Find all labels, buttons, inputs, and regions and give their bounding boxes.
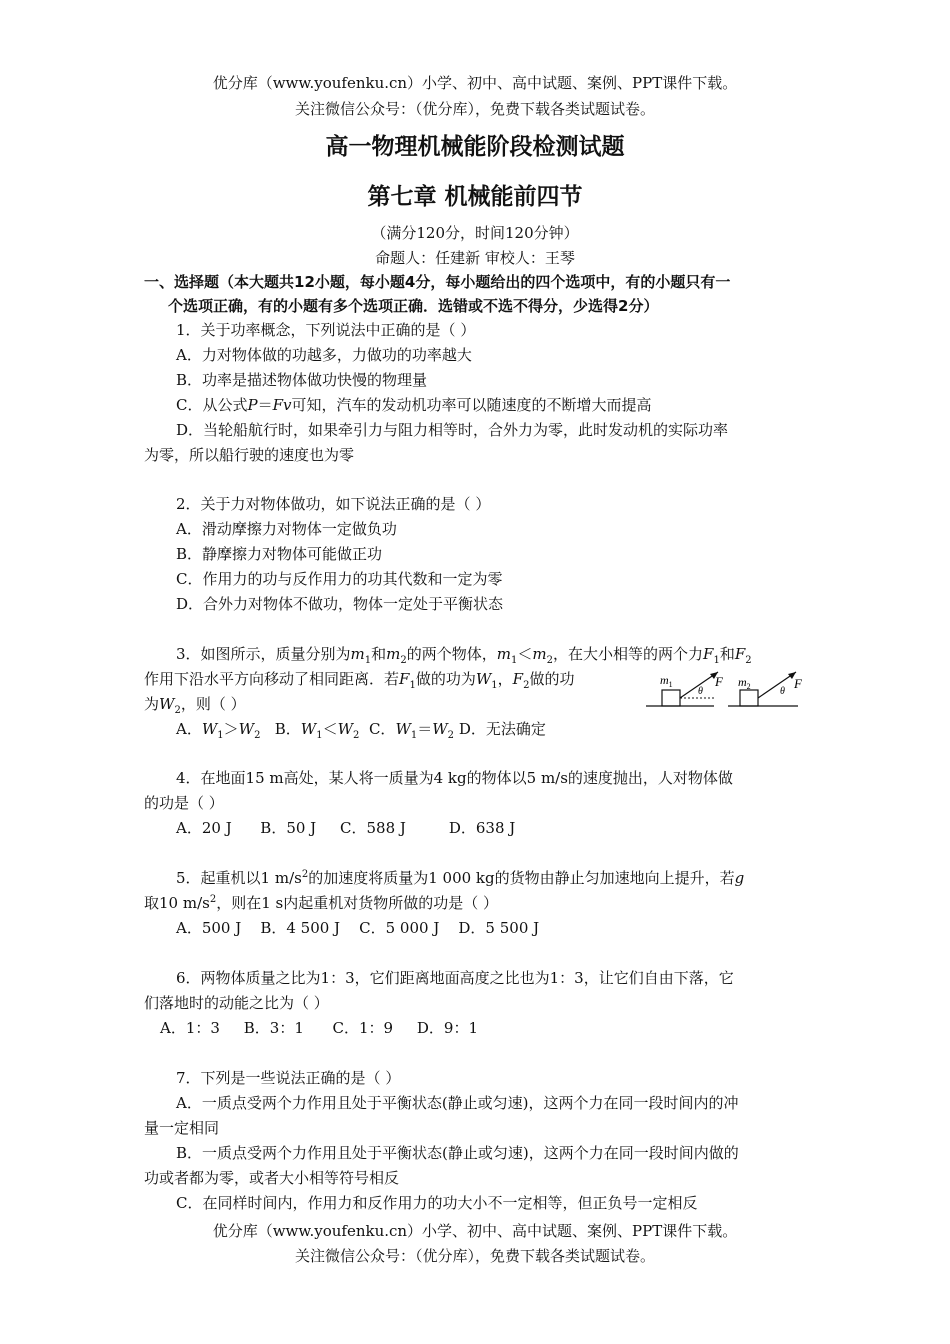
- section-1-heading-line-2: 个选项正确，有的小题有多个选项正确．选错或不选不得分，少选得2分）: [168, 297, 659, 315]
- footer-line-1: 优分库（www.youfenku.cn）小学、初中、高中试题、案例、PPT课件下载。: [212, 1222, 738, 1240]
- q1-option-d-line-2: 为零，所以船行驶的速度也为零: [144, 446, 355, 464]
- q3-options: A．$W_1>W_2$ B．$W_1<W_2$ C．$W_1=W_2$ D．无法确定: [176, 720, 546, 741]
- footer-line-2: 关注微信公众号：（优分库），免费下载各类试题试卷。: [294, 1247, 655, 1265]
- fig-theta-1: θ: [698, 686, 703, 697]
- q4-stem-line-1: 4．在地面15 m高处，某人将一质量为4 kg的物体以5 m/s的速度抛出，人对物体做: [176, 769, 733, 787]
- q2-option-a: A．滑动摩擦力对物体一定做负功: [176, 520, 397, 538]
- q1-stem: 1．关于功率概念，下列说法中正确的是（ ）: [176, 321, 476, 339]
- q3-stem-line-2: 作用下沿水平方向移动了相同距离．若$F_1$做的功为$W_1$，$F_2$做的功: [144, 670, 575, 691]
- authors: 命题人：任建新 审校人：王琴: [375, 249, 575, 267]
- q6-options: A．1：3 B．3：1 C．1：9 D．9：1: [160, 1019, 478, 1037]
- header-line-2: 关注微信公众号：（优分库），免费下载各类试题试卷。: [294, 100, 655, 118]
- fig-label-m1: $m_1$: [660, 673, 673, 689]
- q6-stem-line-2: 们落地时的动能之比为（ ）: [144, 994, 329, 1012]
- q7-option-a-line-2: 量一定相同: [144, 1119, 220, 1137]
- fig-block-1: [662, 690, 680, 706]
- q7-option-b-line-2: 功或者都为零，或者大小相等符号相反: [144, 1169, 400, 1187]
- section-1-heading-line-1: 一、选择题（本大题共12小题，每小题4分，每小题给出的四个选项中，有的小题只有一: [144, 273, 731, 291]
- q4-options: A．20 J B．50 J C．588 J D．638 J: [176, 819, 516, 837]
- q2-option-d: D．合外力对物体不做功，物体一定处于平衡状态: [176, 595, 504, 613]
- q3-figure: [642, 664, 812, 712]
- q7-option-b-line-1: B．一质点受两个力作用且处于平衡状态(静止或匀速)，这两个力在同一段时间内做的: [176, 1144, 739, 1162]
- q3-stem-line-3: 为$W_2$，则（ ）: [144, 695, 246, 716]
- q7-stem: 7．下列是一些说法正确的是（ ）: [176, 1069, 401, 1087]
- score-time: （满分120分，时间120分钟）: [371, 224, 579, 242]
- q2-option-b: B．静摩擦力对物体可能做正功: [176, 545, 383, 563]
- fig-label-m2: $m_2$: [738, 675, 751, 691]
- q7-option-a-line-1: A．一质点受两个力作用且处于平衡状态(静止或匀速)，这两个力在同一段时间内的冲: [176, 1094, 739, 1112]
- fig-label-f-2: F: [794, 676, 802, 691]
- q3-stem-line-1: 3．如图所示，质量分别为$m_1$和$m_2$的两个物体，$m_1<m_2$，在大小相等的两个力$F_1$和$F_2$: [176, 645, 752, 666]
- q1-option-d-line-1: D．当轮船航行时，如果牵引力与阻力相等时，合外力为零，此时发动机的实际功率: [176, 421, 729, 439]
- q2-option-c: C．作用力的功与反作用力的功其代数和一定为零: [176, 570, 503, 588]
- q4-stem-line-2: 的功是（ ）: [144, 794, 224, 812]
- q5-stem-line-1: 5．起重机以1 $m/s^2$的加速度将质量为1 000 kg的货物由静止匀加速地向上提升，若g: [176, 869, 745, 887]
- header-line-1: 优分库（www.youfenku.cn）小学、初中、高中试题、案例、PPT课件下载。: [212, 74, 738, 92]
- fig-theta-2: θ: [780, 686, 785, 697]
- fig-label-f-1: F: [715, 674, 723, 689]
- chapter-title: 第七章 机械能前四节: [367, 184, 583, 210]
- fig-block-2: [740, 690, 758, 706]
- q5-stem-line-2: 取10 $m/s^2$，则在1 s内起重机对货物所做的功是（ ）: [144, 894, 498, 912]
- q1-option-b: B．功率是描述物体做功快慢的物理量: [176, 371, 428, 389]
- q6-stem-line-1: 6．两物体质量之比为1：3，它们距离地面高度之比也为1：3，让它们自由下落，它: [176, 969, 734, 987]
- exam-title: 高一物理机械能阶段检测试题: [325, 134, 625, 160]
- q7-option-c: C．在同样时间内，作用力和反作用力的功大小不一定相等，但正负号一定相反: [176, 1194, 698, 1212]
- q1-option-c: C．从公式P＝Fv可知，汽车的发动机功率可以随速度的不断增大而提高: [176, 396, 652, 414]
- q2-stem: 2．关于力对物体做功，如下说法正确的是（ ）: [176, 495, 491, 513]
- q1-option-a: A．力对物体做的功越多，力做功的功率越大: [176, 346, 472, 364]
- q5-options: A．500 J B．4 500 J C．5 000 J D．5 500 J: [176, 919, 540, 937]
